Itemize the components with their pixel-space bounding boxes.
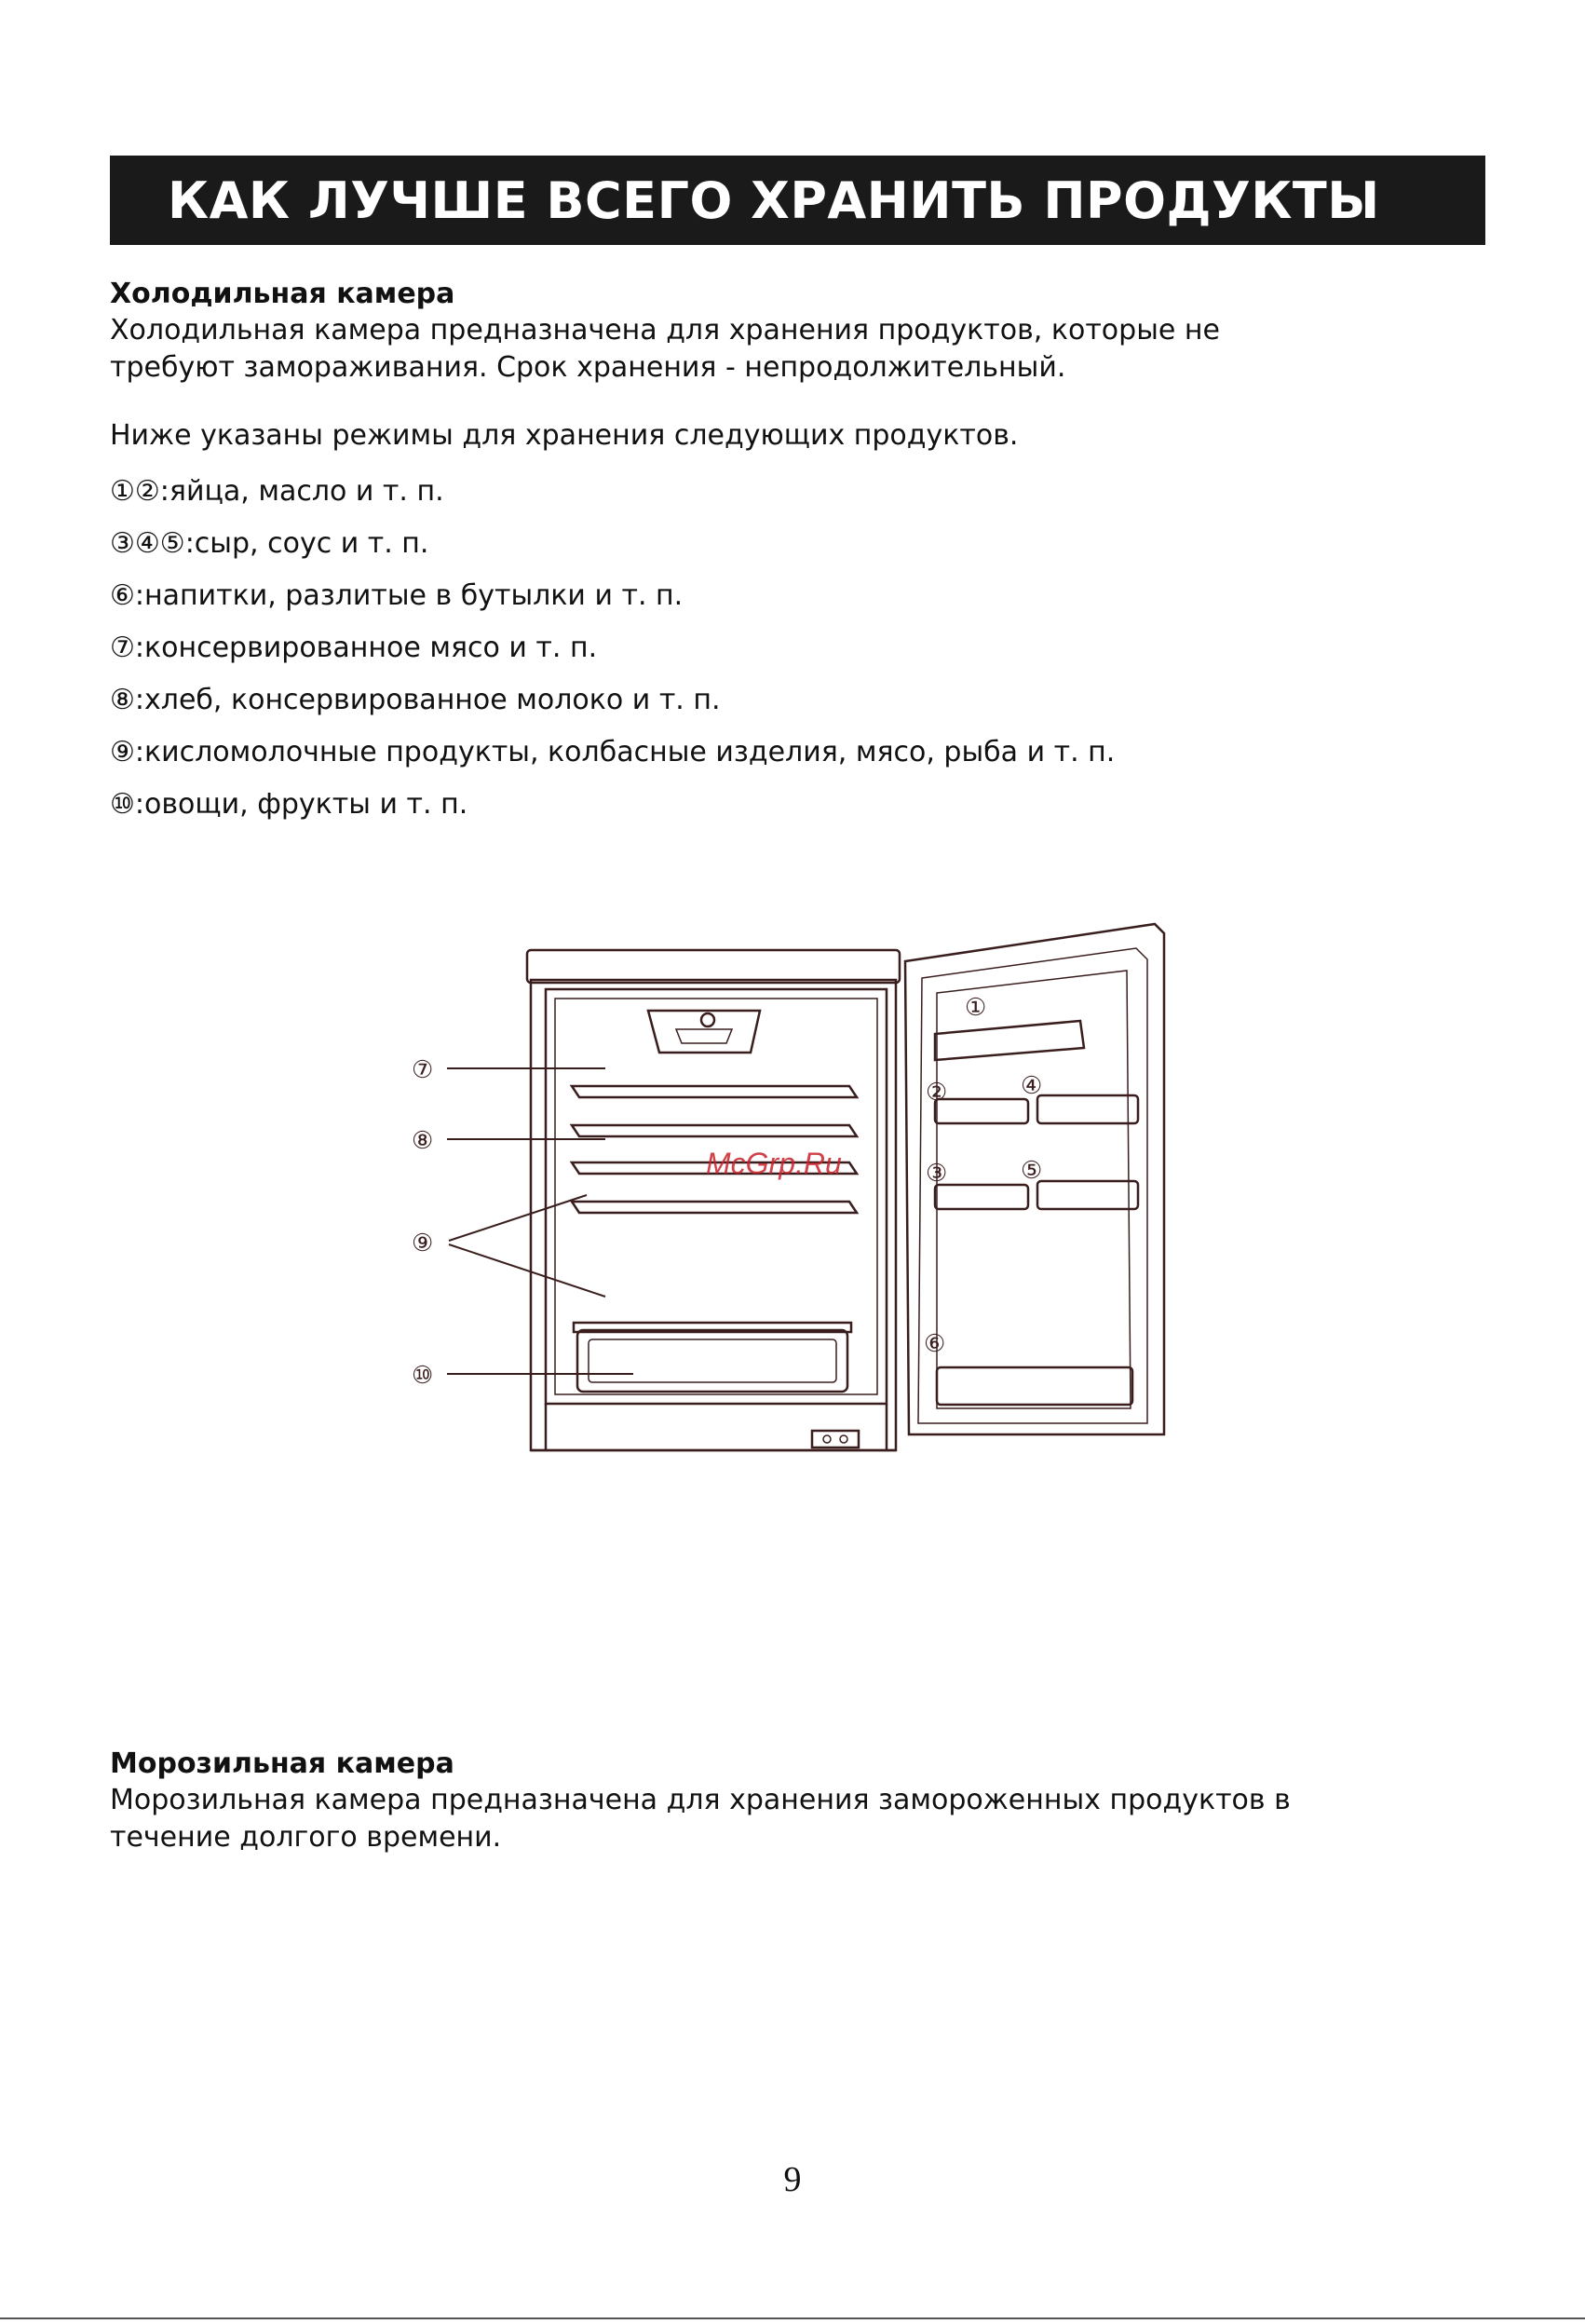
- fridge-heading: Холодильная камера: [110, 278, 455, 310]
- page-title: КАК ЛУЧШЕ ВСЕГО ХРАНИТЬ ПРОДУКТЫ: [110, 156, 1485, 245]
- freezer-heading: Морозильная камера: [110, 1747, 454, 1780]
- label-10: ⑩: [412, 1362, 434, 1390]
- list-item-marks: ⑧: [110, 684, 135, 716]
- list-item: [110, 727, 1115, 779]
- list-item-marks: ⑩: [110, 788, 135, 821]
- storage-list: [110, 466, 1115, 831]
- list-item: [110, 674, 1115, 727]
- fridge-body-line-1: Холодильная камера предназначена для хранения продуктов, которые не: [110, 314, 1220, 347]
- label-9: ⑨: [412, 1230, 434, 1257]
- list-item-marks: ③④⑤: [110, 527, 185, 560]
- refrigerator-diagram: [391, 913, 1192, 1490]
- label-7: ⑦: [412, 1056, 434, 1084]
- list-item-text: :сыр, соус и т. п.: [184, 527, 429, 560]
- callout-lines: [447, 1068, 633, 1374]
- list-item: [110, 622, 1115, 674]
- list-item-text: :консервированное мясо и т. п.: [134, 632, 598, 664]
- label-8: ⑧: [412, 1127, 434, 1155]
- list-item-text: :овощи, фрукты и т. п.: [134, 788, 468, 821]
- freezer-body-line-2: течение долгого времени.: [110, 1821, 502, 1854]
- page-number: 9: [783, 2160, 802, 2199]
- list-item-text: :напитки, разлитые в бутылки и т. п.: [134, 579, 684, 612]
- list-item-marks: ⑦: [110, 632, 135, 664]
- list-item-marks: ⑨: [110, 736, 135, 768]
- thermostat: [812, 1431, 859, 1447]
- label-2: ②: [926, 1079, 948, 1107]
- label-3: ③: [926, 1160, 948, 1188]
- light-housing: [648, 1011, 760, 1053]
- label-5: ⑤: [1021, 1157, 1043, 1185]
- label-4: ④: [1021, 1072, 1043, 1100]
- list-item-marks: ⑥: [110, 579, 135, 612]
- list-item: [110, 466, 1115, 518]
- fridge-body-line-2: требуют замораживания. Срок хранения - непродолжительный.: [110, 351, 1066, 384]
- label-1: ①: [965, 994, 987, 1022]
- fridge-section: [110, 277, 1414, 387]
- list-intro: Ниже указаны режимы для хранения следующих продуктов.: [110, 419, 1019, 452]
- list-item-marks: ①②: [110, 475, 160, 508]
- list-item: [110, 518, 1115, 570]
- list-item: [110, 779, 1115, 831]
- watermark: McGrp.Ru: [706, 1147, 842, 1180]
- list-item-text: :яйца, масло и т. п.: [159, 475, 444, 508]
- label-6: ⑥: [924, 1330, 946, 1358]
- freezer-body-line-1: Морозильная камера предназначена для хранения замороженных продуктов в: [110, 1784, 1291, 1816]
- freezer-section: [110, 1746, 1414, 1856]
- crisper-drawer: [574, 1323, 851, 1392]
- bottom-divider: [0, 2317, 1585, 2319]
- list-item-text: :хлеб, консервированное молоко и т. п.: [134, 684, 721, 716]
- list-item: [110, 570, 1115, 622]
- list-item-text: :кисломолочные продукты, колбасные изделия, мясо, рыба и т. п.: [134, 736, 1116, 768]
